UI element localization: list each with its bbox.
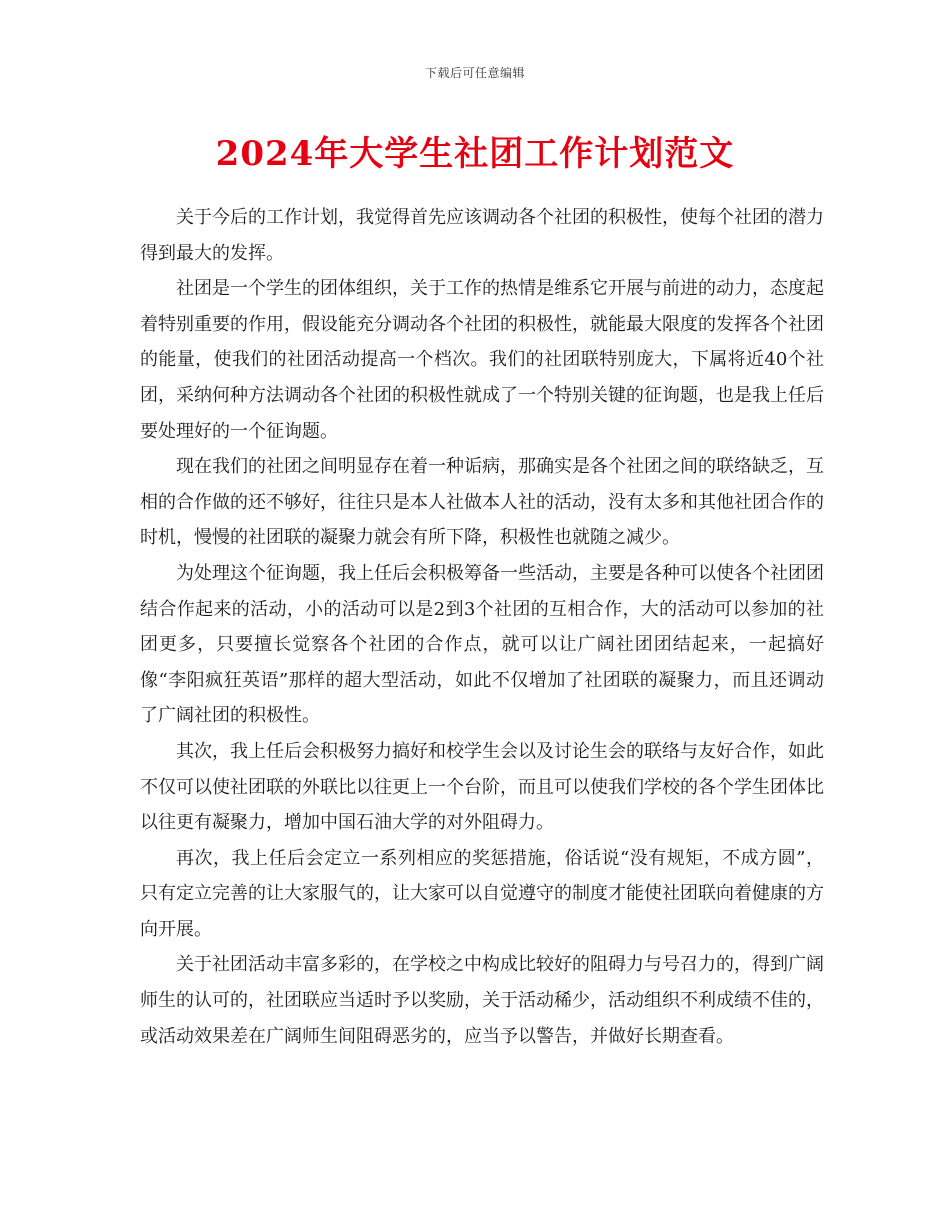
document-title: 2024年大学生社团工作计划范文 bbox=[215, 134, 735, 174]
paragraph-1: 关于今后的工作计划，我觉得首先应该调动各个社团的积极性，使每个社团的潜力得到最大的发挥。 bbox=[140, 207, 824, 264]
document-body bbox=[140, 200, 824, 1054]
paragraph-5: 其次，我上任后会积极努力搞好和校学生会以及讨论生会的联络与友好合作，如此不仅可以使社团联的外联比以往更上一个台阶，而且可以使我们学校的各个学生团体比以往更有凝聚力，增加中国石油大学的对外阻碍力。 bbox=[140, 740, 824, 834]
header-note: 下载后可任意编辑 bbox=[424, 66, 525, 80]
paragraph-2: 社团是一个学生的团体组织，关于工作的热情是维系它开展与前进的动力，态度起着特别重要的作用，假设能充分调动各个社团的积极性，就能最大限度的发挥各个社团的能量，使我们的社团活动提高一个档次。我们的社团联特别庞大，下属将近40个社团，采纳何种方法调动各个社团的积极性就成了一个特别关键的征询题，也是我上任后要处理好的一个征询题。 bbox=[140, 278, 824, 442]
paragraph-3: 现在我们的社团之间明显存在着一种诟病，那确实是各个社团之间的联络缺乏，互相的合作做的还不够好，往往只是本人社做本人社的活动，没有太多和其他社团合作的时机，慢慢的社团联的凝聚力就会有所下降，积极性也就随之减少。 bbox=[140, 456, 824, 549]
paragraph-7: 关于社团活动丰富多彩的，在学校之中构成比较好的阻碍力与号召力的，得到广阔师生的认可的，社团联应当适时予以奖励，关于活动稀少，活动组织不利成绩不佳的，或活动效果差在广阔师生间阻碍恶劣的，应当予以警告，并做好长期查看。 bbox=[140, 954, 824, 1047]
paragraph-6: 再次，我上任后会定立一系列相应的奖惩措施，俗话说“没有规矩，不成方圆”，只有定立完善的让大家服气的，让大家可以自觉遵守的制度才能使社团联向着健康的方向开展。 bbox=[140, 847, 824, 940]
paragraph-4: 为处理这个征询题，我上任后会积极筹备一些活动，主要是各种可以使各个社团团结合作起来的活动，小的活动可以是2到3个社团的互相合作，大的活动可以参加的社团更多，只要擅长觉察各个社团的合作点，就可以让广阔社团团结起来，一起搞好像“李阳疯狂英语”那样的超大型活动，如此不仅增加了社团联的凝聚力，而且还调动了广阔社团的积极性。 bbox=[140, 562, 824, 727]
